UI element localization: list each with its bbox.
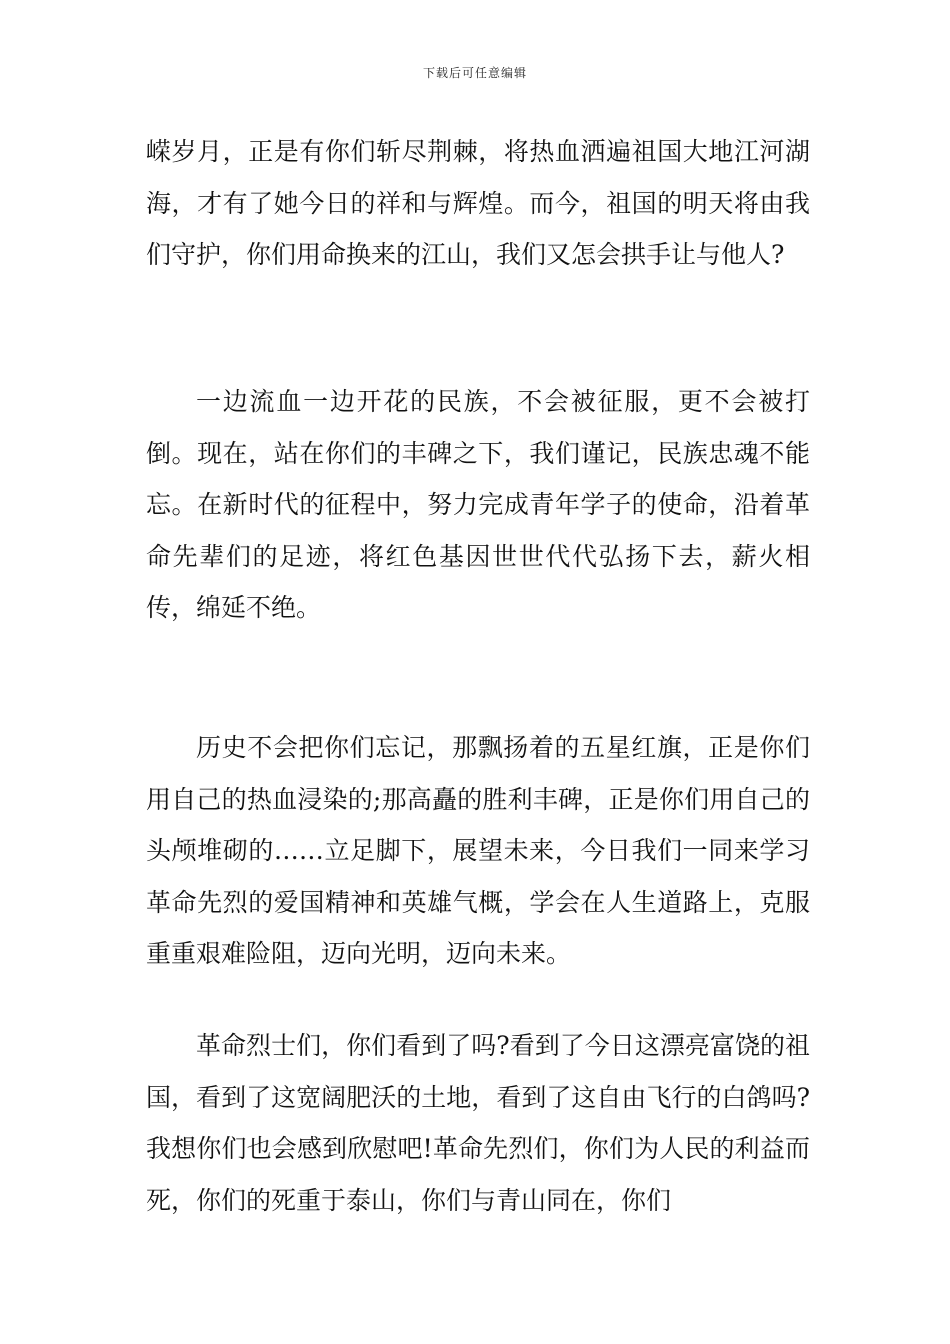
paragraph-2: 一边流血一边开花的民族，不会被征服，更不会被打倒。现在，站在你们的丰碑之下，我们谨记，民族忠魂不能忘。在新时代的征程中，努力完成青年学子的使命，沿着革命先辈们的足迹，将红色基因世世代代弘扬下去，薪火相传，绵延不绝。	[146, 387, 810, 622]
paragraph-1: 嵘岁月，正是有你们斩尽荆棘，将热血洒遍祖国大地江河湖海，才有了她今日的祥和与辉煌。而今，祖国的明天将由我们守护，你们用命换来的江山，我们又怎会拱手让与他人?	[146, 137, 810, 269]
paragraph-3: 历史不会把你们忘记，那飘扬着的五星红旗，正是你们用自己的热血浸染的;那高矗的胜利丰碑，正是你们用自己的头颅堆砌的……立足脚下，展望未来，今日我们一同来学习革命先烈的爱国精神和英雄气概，学会在人生道路上，克服重重艰难险阻，迈向光明，迈向未来。	[146, 733, 810, 968]
header-note: 下载后可任意编辑	[422, 66, 527, 80]
paragraph-4: 革命烈士们，你们看到了吗?看到了今日这漂亮富饶的祖国，看到了这宽阔肥沃的土地，看到了这自由飞行的白鸽吗?我想你们也会感到欣慰吧!革命先烈们，你们为人民的利益而死，你们的死重于泰山，你们与青山同在，你们	[146, 1031, 810, 1215]
